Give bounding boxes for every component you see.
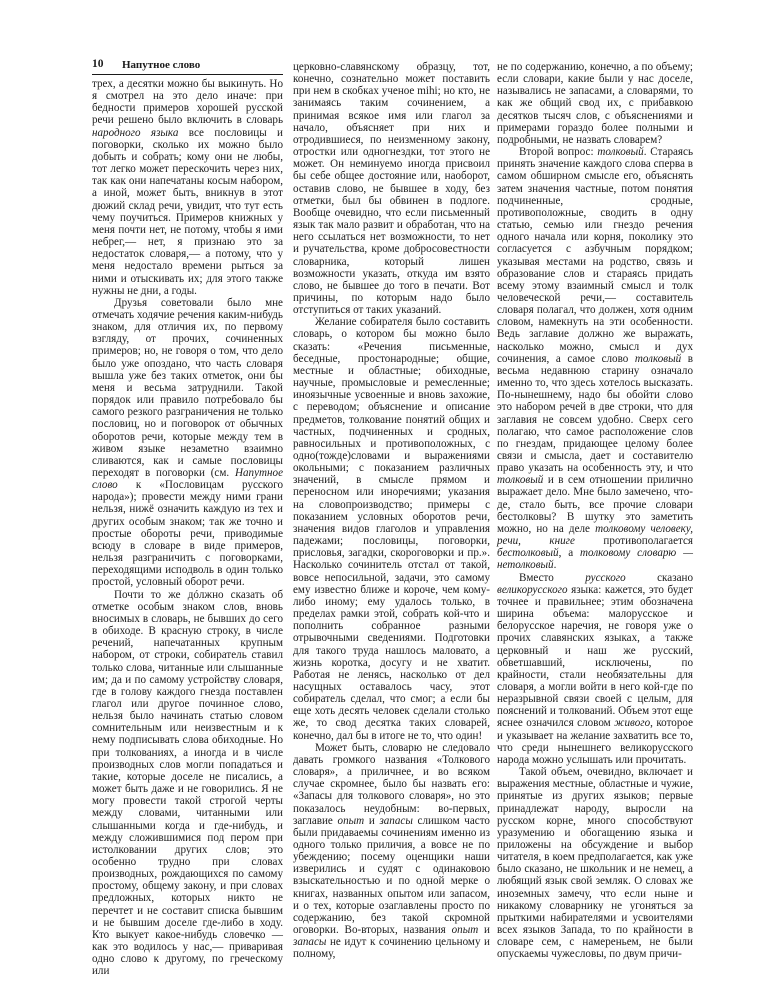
text-run: все пословицы и поговорки, сколько их можно было добыть и собрать; кому они не любы, тот легко может перескочить через них, так как они напечатаны косым набором, а иной, может быть, вникнув в этот дюжий склад речи, увидит, что тут есть чему поучиться. Примеров книжных у меня почти нет, не потому, чтобы я ими небрег,— нет, я признаю это за недостаток словаря,— а потому, что у меня недостало времени рыться за ними и отыскивать их; для этого также нужны не дни, а годы. xyxy=(92,126,283,297)
text-run: . Стараясь принять значение каждого слова сперва в самом обширном смысле его, объяснять затем значения частные, потом понятия подчиненные, сродные, противоположные, сводить в одну статью, семью или гнездо речения одного начала или корня, поколику это согласуется с азбучным порядком; указывая местами на родство, связь и образование слов и стараясь придать всему этому взаимный смысл и толк человеческой речи,— составитель словаря полагал, что должен, хотя одним словом, намекнуть на эти особенности. Ведь заглавие должно же выражать, насколько можно, смысл и дух сочинения, а самое слово xyxy=(497,146,694,365)
italic-term: запасы xyxy=(379,814,413,827)
text-run: . xyxy=(553,559,557,572)
text-run: слишком часто были придаваемы сочинениям именно из одного только приличия, а вовсе не по убеждению; посему оценщики наши изверились и судят с одинаковою взыскательностью и по одной мерке о книгах, названных опытом или запасом, и о тех, которые озаглавлены просто по содержанию, без такой скромной оговорки. Во-вторых, названия xyxy=(293,814,490,937)
text-run: языка: кажется, это будет точнее и правильнее; этим обозначена ширина объема: малорусское и белорусское наречия, не говоря уже о прочих славянских языках, а также церковный и наш же русский, обветшавший, исключены, по крайности, стали необязательны для словаря, а могли войти в него кой-где по неразрывной связи своей с целым, для пояснений и толкований. Объем этот еще яснее означился словом xyxy=(497,583,693,730)
text-run: Почти то же дóлжно сказать об отметке особым знаком слов, вновь вносимых в словарь, не бывших до сего в обиходе. В красную строку, в числе речений, напечатанных крупным набором, от строки, собиратель ставил только слова, читанные или слышанные им; да и по самому устройству словаря, где в голову каждого гнезда поставлен глагол или другое починное слово, нельзя было начинать статью словом сомнительным или неизвестным и к нему подписывать слова обиходные. Но при толкованиях, а иногда и в числе производных слов могли попадаться и такие, которые доселе не писались, а может быть даже и не говорились. Я не могу провести такой строгой черты между словами, читанными или слышанными когда и где-нибудь, и между сложившимися под пером при истолковании других слов; это особенно трудно при словах производных, рождающихся по самому простому, общему закону, и при словах предложных, которых никто не перечтет и не составит списка бывшим и не бывшим доселе где-либо в ходу. Кто выкует какое-нибудь словечко — как это водилось у нас,— приваривая одно слово к другому, по греческому или xyxy=(92,588,283,978)
paragraph xyxy=(497,146,693,571)
text-run: Второй вопрос: xyxy=(519,146,598,159)
text-run: трех, а десятки можно бы выкинуть. Но я смотрел на это дело иначе: при бедности примеров хорошей русской речи решено было включить в словарь xyxy=(92,78,283,127)
paragraph xyxy=(497,572,693,767)
text-run: к «Пословицам русского народа»); провести между ними грани нельзя, нижё означить каждую из тех и других особым знаком; так же точно и простые обороты речи, приводимые всюду в словаре в виде примеров, нельзя разграничить с поговорками, переходящими исподволь в один только простой, условный оборот речи. xyxy=(92,479,283,589)
running-title: Напутное слово xyxy=(122,59,201,71)
paragraph xyxy=(293,316,490,741)
italic-term: русского xyxy=(585,571,626,584)
paragraph xyxy=(92,297,283,589)
text-run: и xyxy=(364,814,380,827)
italic-term: толковому человеку, речи, книге xyxy=(497,522,693,548)
text-run: не идут к сочинению цельному и полному, xyxy=(293,936,490,961)
paragraph xyxy=(293,742,490,961)
italic-term: толковый xyxy=(497,474,544,487)
paragraph xyxy=(92,589,283,978)
paragraph xyxy=(92,78,283,297)
page-number: 10 xyxy=(92,58,104,70)
text-column-1 xyxy=(92,78,283,978)
paragraph xyxy=(497,766,693,961)
italic-term: запасы xyxy=(293,936,327,949)
text-run: сказано xyxy=(625,571,693,584)
italic-term: толковый xyxy=(634,352,682,365)
text-run: Вместо xyxy=(519,571,586,584)
page-header xyxy=(92,58,283,75)
text-run: , а xyxy=(558,547,581,560)
italic-term: великорусского xyxy=(497,583,568,596)
italic-term: опыт xyxy=(337,814,365,827)
italic-term: народного языка xyxy=(92,126,179,139)
italic-term: опыт xyxy=(451,924,479,937)
italic-term: Напутное слово xyxy=(92,467,283,492)
italic-term: толковый xyxy=(597,146,644,159)
text-run: противополагается xyxy=(574,535,693,548)
text-run: не по содержанию, конечно, а по объему; если словари, какие были у нас доселе, назывались не запасами, а словарями, то как же общий свод их, с прибавкою десятков тысяч слов, с объяснениями и примерами гораздо более полными и подробными, не назвать словарем? xyxy=(497,61,693,146)
text-run: и xyxy=(478,924,490,937)
text-column-3 xyxy=(497,61,693,961)
text-run: , которое и указывает на желание захватить все то, что среди нынешнего великорусского народа можно услышать или прочитать. xyxy=(497,717,693,766)
text-run: Желание собирателя было составить словарь, о котором бы можно было сказать: «Речения письменные, беседные, простонародные; общие, местные и областные; обиходные, научные, промысловые и ремесленные; иноязычные усвоенные и вновь захожие, с переводом; объяснение и описание предметов, толкование понятий общих и частных, подчиненных и сродных, равносильных и противоположных, с одно(тожде)словами и выражениями окольными; с показанием различных значений, в смысле прямом и переносном или иноречиями; указания на словопроизводство; примеры с показанием условных оборотов речи, значения видов глаголов и управления падежами; пословицы, поговорки, присловья, загадки, скороговорки и пр.». Насколько сочинитель отстал от такой, вовсе непосильной, задачи, это самому ему известно ближе и короче, чем кому-либо иному; ему удалось только, в пределах рамки этой, собрать кой-что и пополнить собранное разными отрывочными сведениями. Подготовки для такого труда нашлось маловато, а жизнь коротка, досугу и не хватит. Работая не ленясь, насколько от дел насущных оставалось часу, этот собиратель сделал, что смог; а если бы еще хоть десять человек сделали столько же, то свод десятка таких словарей, конечно, дал бы в итоге не то, что один! xyxy=(293,316,490,742)
text-run: церковно-славянскому образцу, тот, конечно, сознательно может поставить при нем в скобках ученое mihi; но кто, не занимаясь таким сочинением, а принимая всякое имя или глагол за начало, объясняет при них и отродившиеся, по неизменному закону, отростки или одногнездки, тот этого не может. Он неминуемо иногда присвоил бы себе общее достояние или, наоборот, оставив слово, не бывшее в ходу, без отметки, был бы обвинен в подлоге. Вообще очевидно, что если письменный язык так мало развит и обработан, что на него ссылаться нет возможности, то нет и ручательства, кроме добросовестности словарника, который лишен возможности указать, откуда им взято слово, не бывшее до того в печати. Вот причины, по которым надо было отступиться от таких указаний. xyxy=(293,61,490,317)
text-run: Такой объем, очевидно, включает и выражения местные, областные и чужие, принятые из других языков; первые принадлежат народу, выросли на русском корне, много способствуют уразумению и обогащению языка и приложены на обсуждение и выбор читателя, в коем предполагается, как уже было сказано, не школьник и не немец, а любящий язык свой земляк. О словах же иноземных замечу, что если ныне и никакому словарнику не угоняться за прыткими набирателями и усвоителями всех языков Запада, то по крайности в словаре сем, с намереньем, не были опускаемы чужесловы, по двум причи- xyxy=(497,766,693,961)
italic-term: толковому словарю — нетолковый xyxy=(497,547,693,572)
text-run: Может быть, словарю не следовало давать громкого названия «Толкового словаря», а приличнее, и во всяком случае скромнее, было бы назвать его: «Запасы для толкового словаря», но это показалось неудобным: во-первых, заглавие xyxy=(293,741,490,827)
text-run: в весьма недавнюю старину означало именно то, что здесь хотелось высказать. По-нынешнему, надо бы обойти слово это набором речей в две строки, что для заглавия не совсем удобно. Сверх сего полагаю, что самое расположение слов по гнездам, придающее целому более связи и смысла, дает и составителю право указать на особенность эту, и что xyxy=(497,352,694,475)
text-column-2 xyxy=(293,61,490,961)
paragraph xyxy=(497,61,693,146)
text-run: и в сем отношении прилично выражает дело. Мне было замечено, что-де, стало быть, все прочие словари бестолковы? В шутку это заметить можно, но на деле xyxy=(497,474,693,535)
text-run: Друзья советовали было мне отмечать ходячие речения каким-нибудь знаком, для отличия их, по первому взгляду, от прочих, сочиненных примеров; но, не говоря о том, что дело было уже опоздано, что часть словаря вышла уже без таких отметок, они бы меня и весьма затруднили. Такой порядок или правило потребовало бы самого резкого разграничения не только пословиц, но и поговорок от обычных оборотов речи, которые между тем в живом языке незаметно взаимно сливаются, как и самые пословицы переходят в поговорки (см. xyxy=(92,296,283,479)
italic-term: бестолковый xyxy=(497,547,559,560)
italic-term: живого xyxy=(614,717,651,730)
paragraph xyxy=(293,61,490,316)
